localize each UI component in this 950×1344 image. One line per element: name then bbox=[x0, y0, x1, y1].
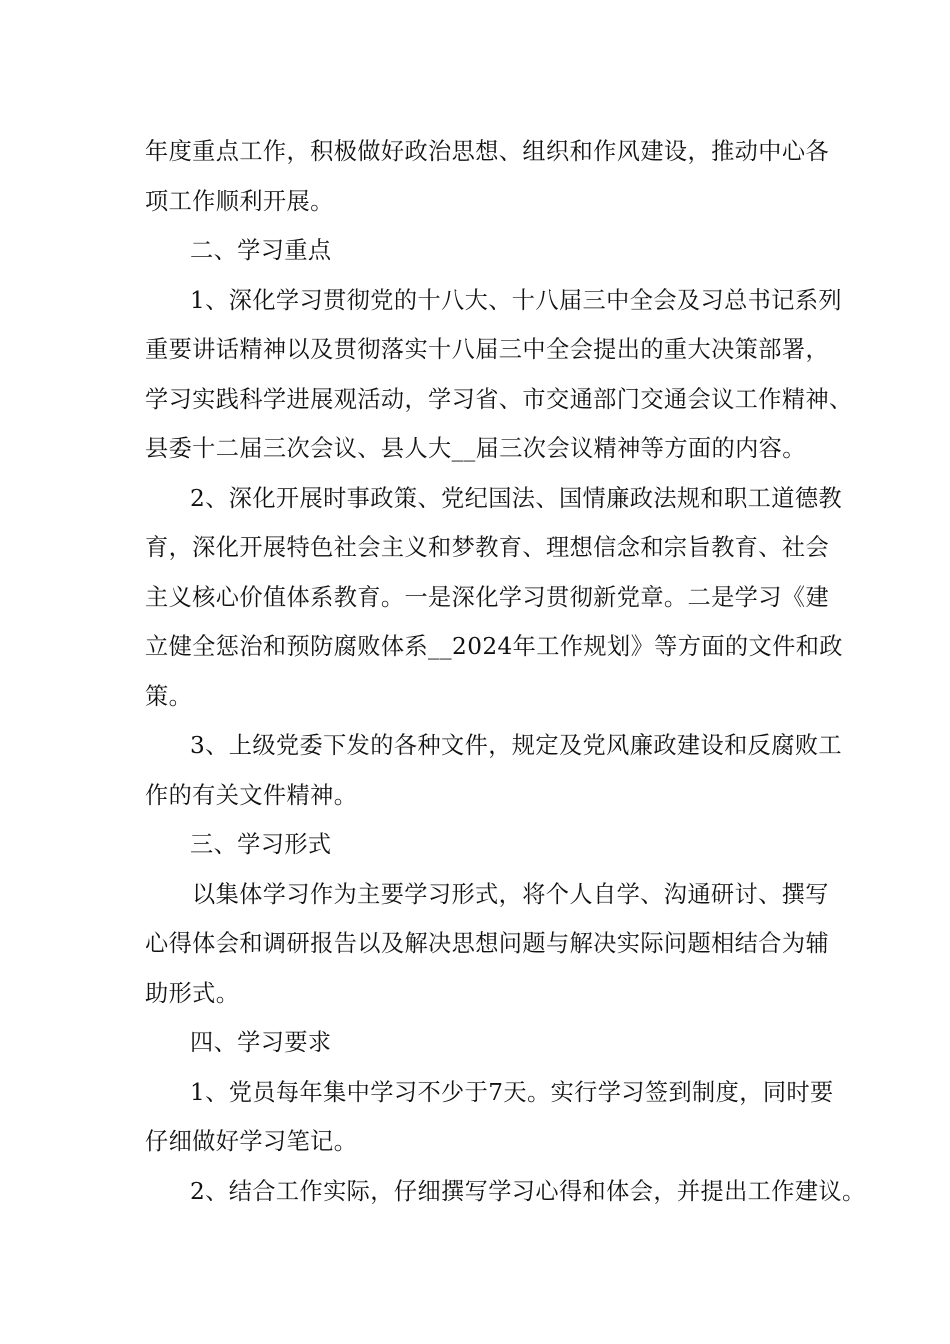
document-body bbox=[145, 127, 866, 1216]
focus-item-2 bbox=[145, 474, 843, 722]
text-line: 2、结合工作实际，仔细撰写学习心得和体会，并提出工作建议。 bbox=[190, 1177, 866, 1205]
text-line: 项工作顺利开展。 bbox=[145, 187, 334, 215]
text-line: 重要讲话精神以及贯彻落实十八届三中全会提出的重大决策部署， bbox=[145, 336, 830, 363]
study-form-paragraph bbox=[145, 870, 830, 1019]
text-line: 1、深化学习贯彻党的十八大、十八届三中全会及习总书记系列 bbox=[190, 286, 843, 314]
text-line: 3、上级党委下发的各种文件，规定及党风廉政建设和反腐败工 bbox=[190, 732, 843, 759]
section-heading: 二、学习重点 bbox=[190, 237, 332, 264]
text-line: 2、深化开展时事政策、党纪国法、国情廉政法规和职工道德教 bbox=[190, 484, 843, 512]
text-line: 策。 bbox=[145, 682, 193, 710]
text-line: 立健全惩治和预防腐败体系__2024年工作规划》等方面的文件和政 bbox=[145, 633, 843, 660]
section-heading-study-form bbox=[145, 820, 825, 870]
text-line: 心得体会和调研报告以及解决思想问题与解决实际问题相结合为辅 bbox=[145, 930, 830, 957]
requirement-item-1 bbox=[145, 1068, 834, 1167]
text-line: 助形式。 bbox=[145, 979, 240, 1007]
focus-item-3 bbox=[145, 721, 843, 820]
text-line: 育，深化开展特色社会主义和梦教育、理想信念和宗旨教育、社会 bbox=[145, 534, 830, 561]
section-heading: 四、学习要求 bbox=[190, 1029, 332, 1056]
section-heading: 三、学习形式 bbox=[190, 831, 332, 858]
text-line: 1、党员每年集中学习不少于7天。实行学习签到制度，同时要 bbox=[190, 1078, 834, 1106]
requirement-item-2 bbox=[145, 1167, 866, 1217]
text-line: 学习实践科学进展观活动，学习省、市交通部门交通会议工作精神、 bbox=[145, 385, 853, 413]
text-line: 主义核心价值体系教育。一是深化学习贯彻新党章。二是学习《建 bbox=[145, 583, 830, 611]
section-heading-study-requirements bbox=[145, 1018, 825, 1068]
section-heading-study-focus bbox=[145, 226, 825, 276]
text-line: 作的有关文件精神。 bbox=[145, 781, 358, 809]
intro-paragraph bbox=[145, 127, 830, 226]
text-line: 县委十二届三次会议、县人大__届三次会议精神等方面的内容。 bbox=[145, 435, 806, 462]
focus-item-1 bbox=[145, 276, 853, 474]
text-line: 仔细做好学习笔记。 bbox=[145, 1128, 358, 1155]
text-line: 以集体学习作为主要学习形式，将个人自学、沟通研讨、撰写 bbox=[192, 880, 829, 908]
text-line: 年度重点工作，积极做好政治思想、组织和作风建设，推动中心各 bbox=[145, 138, 830, 165]
